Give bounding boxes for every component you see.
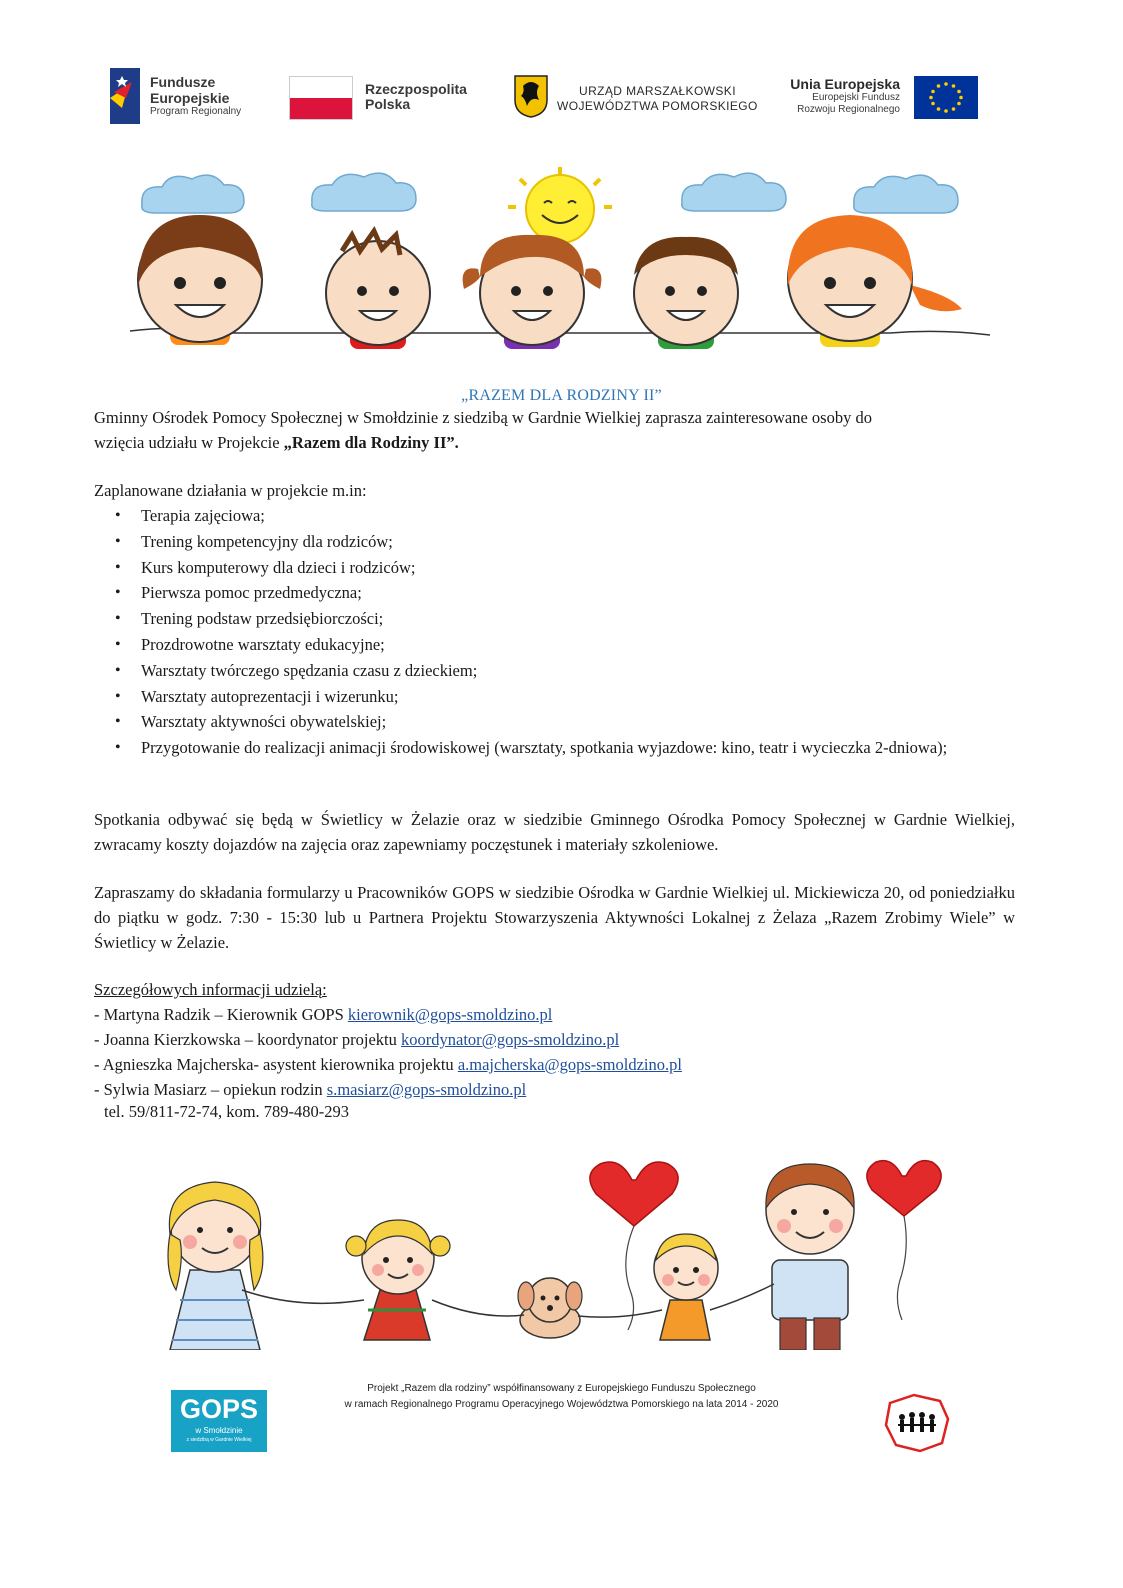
- eu-flag-icon: [914, 76, 978, 119]
- contact-email-link[interactable]: s.masiarz@gops-smoldzino.pl: [326, 1080, 527, 1099]
- rp-line1: Rzeczpospolita: [365, 81, 467, 97]
- gops-logo-sub2: z siedzibą w Gardnie Wielkiej: [186, 1437, 252, 1443]
- phone-line: tel. 59/811-72-74, kom. 789-480-293: [104, 1102, 350, 1121]
- father-icon: [766, 1164, 854, 1350]
- fundusze-europejskie-text: [150, 74, 241, 117]
- mother-icon: [168, 1182, 263, 1350]
- ue-line3: Rozwoju Regionalnego: [797, 104, 900, 115]
- dog-icon: [518, 1278, 582, 1338]
- contacts-heading: Szczegółowych informacji udzielą:: [94, 980, 327, 999]
- contact-row: [94, 1052, 994, 1077]
- activity-item: • Trening kompetencyjny dla rodziców;: [94, 529, 989, 555]
- project-name-bold: „Razem dla Rodziny II”.: [283, 433, 459, 452]
- activity-item: • Warsztaty twórczego spędzania czasu z dzieckiem;: [94, 658, 989, 684]
- activity-item: • Trening podstaw przedsiębiorczości;: [94, 606, 989, 632]
- razem-zrobimy-wiele-logo-icon: [880, 1385, 954, 1457]
- activity-item: • Prozdrowotne warsztaty edukacyjne;: [94, 632, 989, 658]
- um-line2: WOJEWÓDZTWA POMORSKIEGO: [557, 99, 758, 113]
- activities-heading: Zaplanowane działania w projekcie m.in:: [94, 481, 367, 500]
- unia-europejska-text: [780, 76, 900, 116]
- family-balloons-illustration: [150, 1150, 970, 1350]
- kid-3-icon: [463, 235, 602, 349]
- contact-name: - Joanna Kierzkowska – koordynator projektu: [94, 1030, 401, 1049]
- fe-line3: Program Regionalny: [150, 106, 242, 117]
- toddler-icon: [654, 1234, 718, 1340]
- intro-line1: Gminny Ośrodek Pomocy Społecznej w Smołdzinie z siedzibą w Gardnie Wielkiej zaprasza zainteresowane osoby do: [94, 408, 872, 427]
- invite-paragraph: Zapraszamy do składania formularzy u Pracowników GOPS w siedzibie Ośrodka w Gardnie Wielkiej ul. Mickiewicza 20, od poniedziałku do piątku w godz. 7:30 - 15:30 lub u Partnera Projektu Stowarzyszenia Aktywności Lokalnej z Żelaza „Razem Zrobimy Wiele” w Świetlicy w Żelazie.: [94, 883, 1015, 952]
- contacts-list: [94, 1002, 994, 1102]
- rzeczpospolita-text: [365, 82, 467, 112]
- pomorskie-coat-of-arms-icon: [513, 74, 549, 118]
- contact-name: - Martyna Radzik – Kierownik GOPS: [94, 1005, 348, 1024]
- polish-flag-icon: [289, 76, 353, 120]
- contact-name: - Agnieszka Majcherska- asystent kierownika projektu: [94, 1055, 458, 1074]
- logo-bar: [0, 60, 1123, 140]
- ue-line1: Unia Europejska: [790, 76, 900, 92]
- heart-balloon-icon: [590, 1161, 941, 1330]
- activity-item: • Warsztaty autoprezentacji i wizerunku;: [94, 684, 989, 710]
- footer-line1: Projekt „Razem dla rodziny” współfinansowany z Europejskiego Funduszu Społecznego: [367, 1383, 756, 1394]
- um-line1: URZĄD MARSZAŁKOWSKI: [579, 84, 736, 98]
- fe-line1: Fundusze: [150, 74, 216, 90]
- intro-paragraph: [94, 405, 1034, 455]
- activities-list: [94, 503, 989, 761]
- gops-logo-sub1: w Smołdzinie: [195, 1426, 243, 1435]
- kid-1-icon: [138, 215, 262, 345]
- sun-icon: [508, 167, 612, 243]
- rp-line2: Polska: [365, 96, 411, 112]
- girl-icon: [346, 1220, 450, 1340]
- contact-row: [94, 1002, 994, 1027]
- activity-item: • Warsztaty aktywności obywatelskiej;: [94, 709, 989, 735]
- kid-2-icon: [326, 231, 430, 349]
- contact-email-link[interactable]: a.majcherska@gops-smoldzino.pl: [457, 1055, 682, 1074]
- contact-email-link[interactable]: koordynator@gops-smoldzino.pl: [401, 1030, 620, 1049]
- page-title: „RAZEM DLA RODZINY II”: [461, 387, 662, 404]
- fundusze-europejskie-logo-icon: [110, 68, 140, 124]
- footer-line2: w ramach Regionalnego Programu Operacyjnego Województwa Pomorskiego na lata 2014 - 2020: [344, 1399, 779, 1410]
- contact-row: [94, 1027, 994, 1052]
- fe-line2: Europejskie: [150, 90, 230, 106]
- kid-4-icon: [634, 237, 738, 349]
- contact-email-link[interactable]: kierownik@gops-smoldzino.pl: [347, 1005, 553, 1024]
- kids-and-sun-illustration: [120, 165, 1000, 375]
- urzad-marszalkowski-text: [557, 84, 758, 114]
- intro-text2: wzięcia udziału w Projekcie: [94, 433, 284, 452]
- meetings-paragraph: Spotkania odbywać się będą w Świetlicy w Żelazie oraz w siedzibie Gminnego Ośrodka Pomocy Społecznej w Gardnie Wielkiej, zwracamy koszty dojazdów na zajęcia oraz zapewniamy poczęstunek i materiały szkoleniowe.: [94, 810, 1015, 854]
- intro-line2: [94, 430, 1034, 455]
- contact-name: - Sylwia Masiarz – opiekun rodzin: [94, 1080, 327, 1099]
- activity-item: • Przygotowanie do realizacji animacji środowiskowej (warsztaty, spotkania wyjazdowe: kino, teatr i wycieczka 2-dniowa);: [94, 735, 989, 761]
- ue-line2: Europejski Fundusz: [812, 92, 900, 103]
- activity-item: • Kurs komputerowy dla dzieci i rodziców;: [94, 555, 989, 581]
- activity-item: • Terapia zajęciowa;: [94, 503, 989, 529]
- kid-5-icon: [788, 215, 962, 347]
- footer-note: [300, 1381, 823, 1413]
- activity-item: • Pierwsza pomoc przedmedyczna;: [94, 580, 989, 606]
- gops-logo: [171, 1390, 267, 1452]
- gops-logo-text: GOPS: [179, 1394, 259, 1424]
